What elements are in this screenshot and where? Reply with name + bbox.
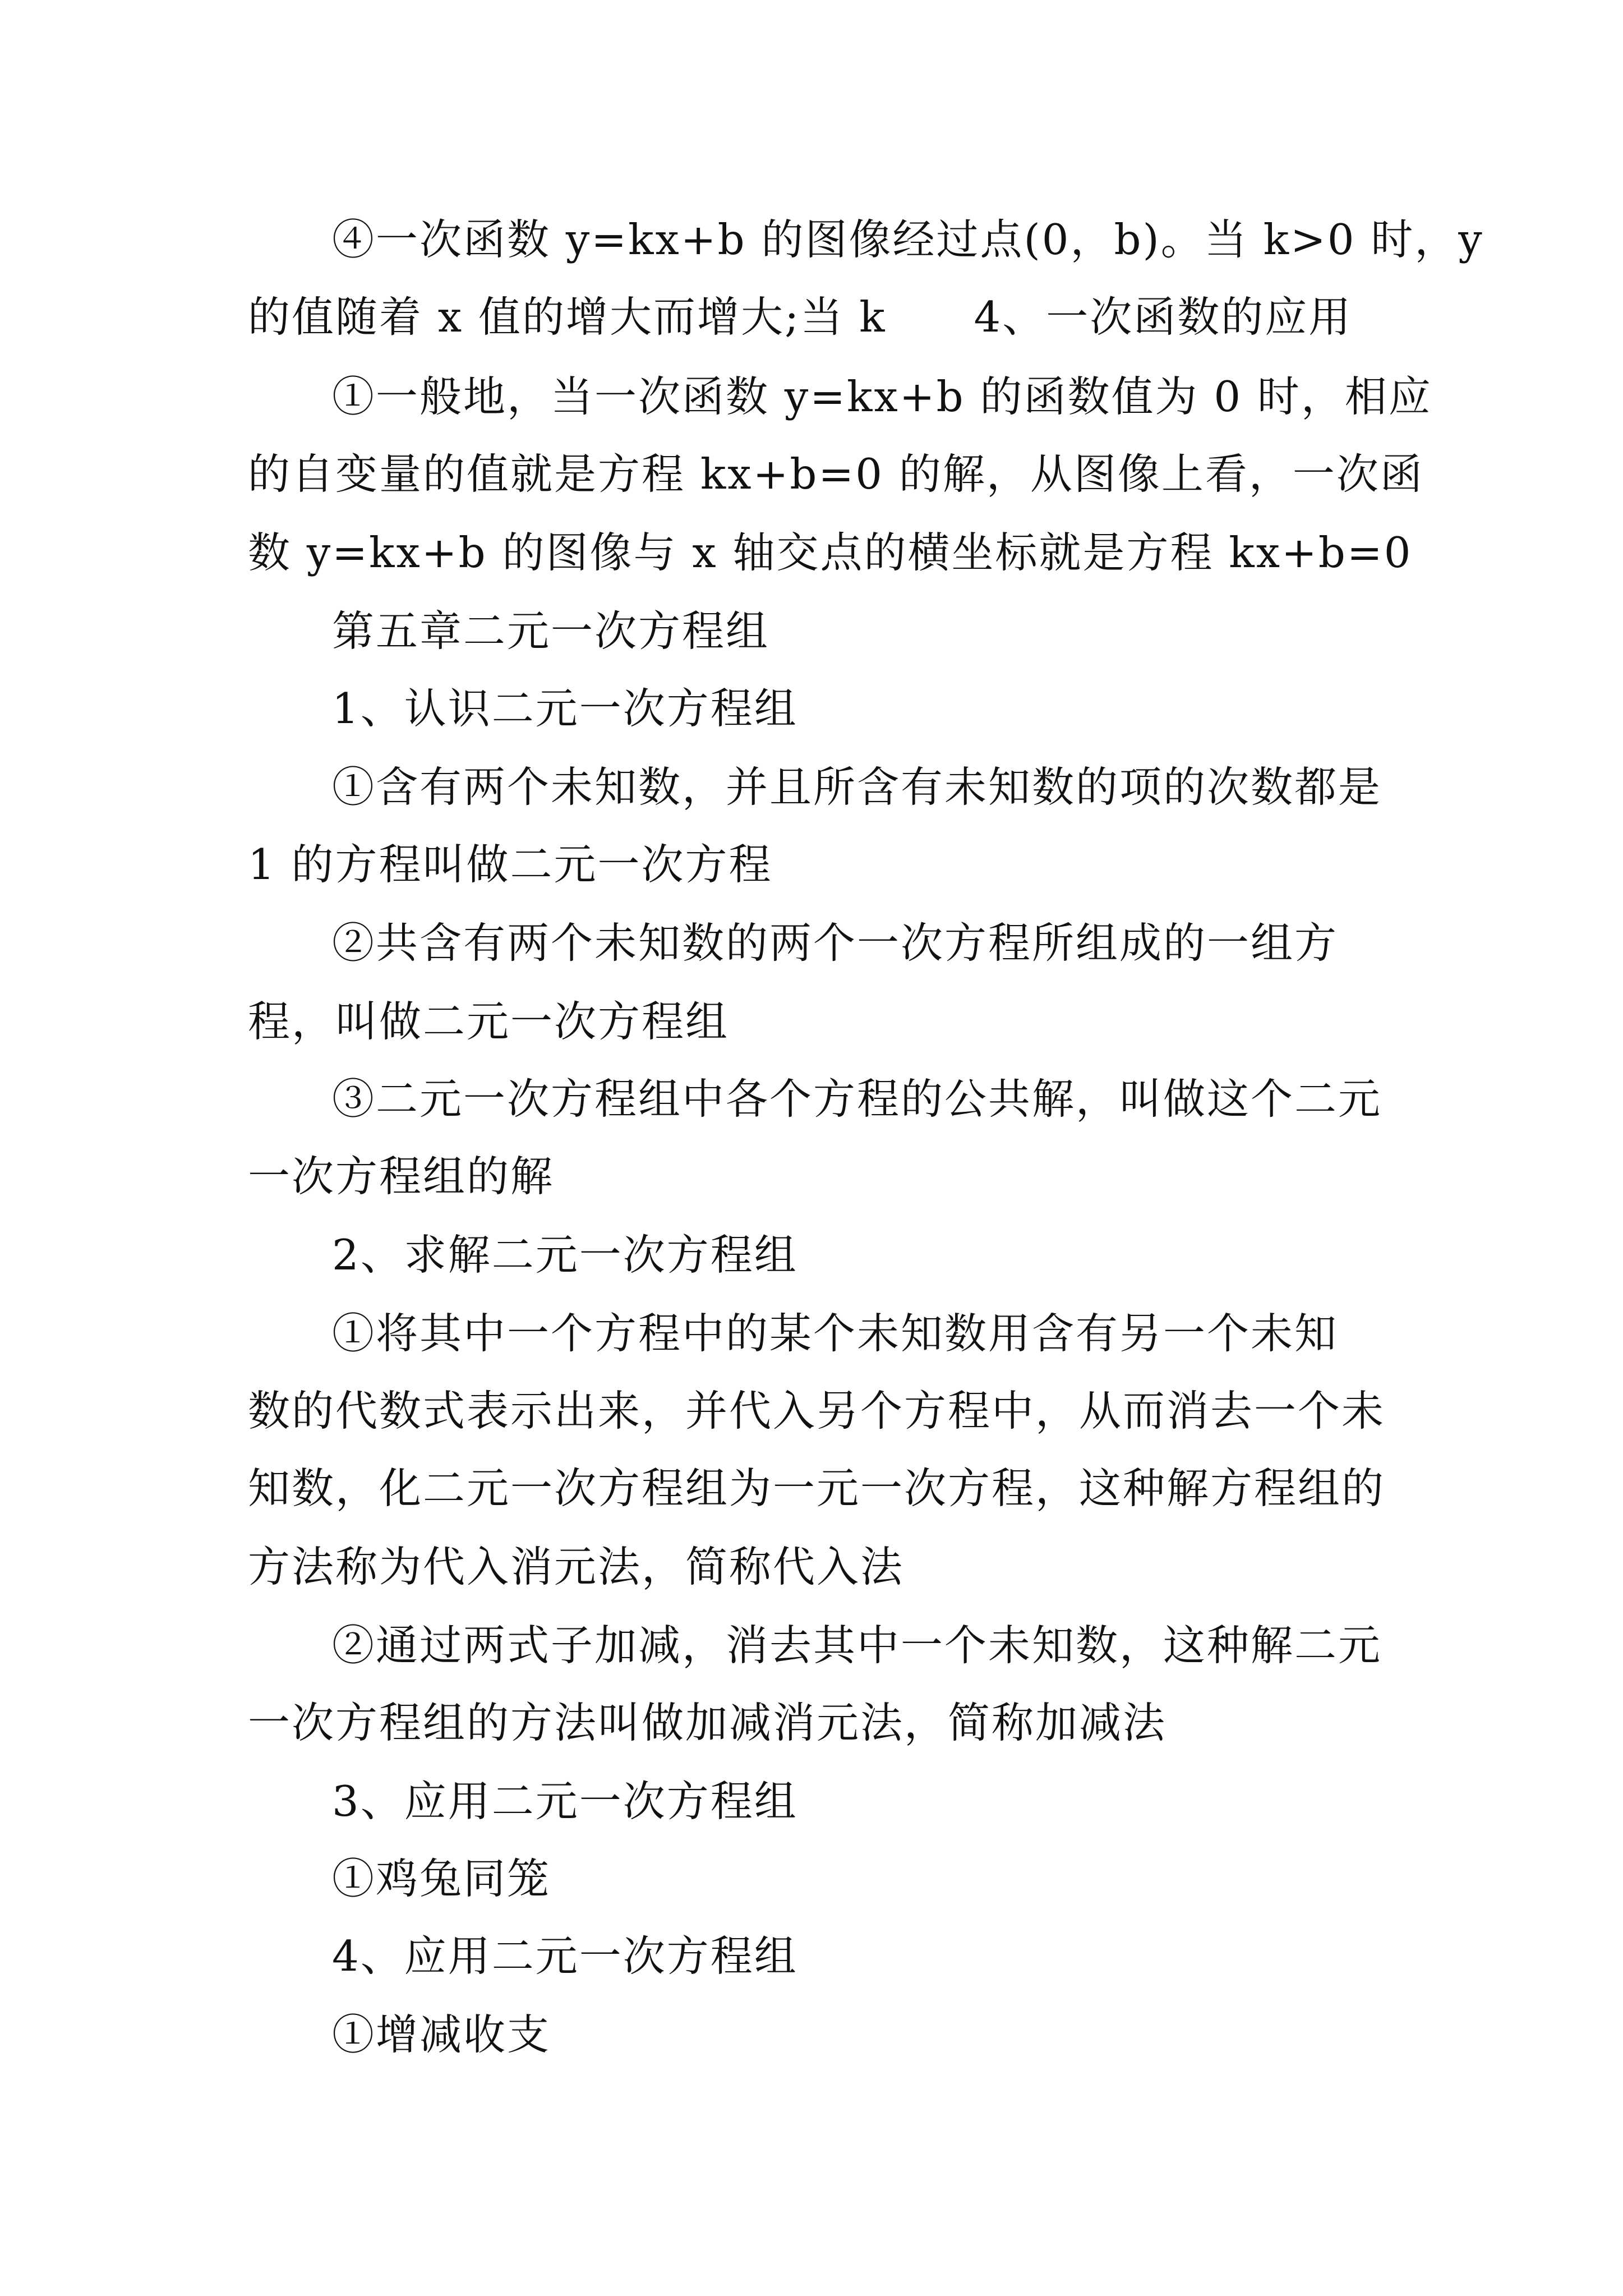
text-line-15: ①将其中一个方程中的某个未知数用含有另一个未知 <box>332 1309 1339 1358</box>
text-line-11: 程，叫做二元一次方程组 <box>248 997 730 1046</box>
chapter-heading: 第五章二元一次方程组 <box>332 606 770 656</box>
text-line-2: 的值随着 x 值的增大而增大;当 k 4、一次函数的应用 <box>248 292 1353 342</box>
text-line-1: ④一次函数 y=kx+b 的图像经过点(0，b)。当 k>0 时，y <box>332 215 1484 264</box>
text-line-19: ②通过两式子加减，消去其中一个未知数，这种解二元 <box>332 1621 1382 1670</box>
text-line-13: 一次方程组的解 <box>248 1152 555 1201</box>
text-line-16: 数的代数式表示出来，并代入另个方程中，从而消去一个未 <box>248 1386 1386 1435</box>
text-line-12: ③二元一次方程组中各个方程的公共解，叫做这个二元 <box>332 1074 1382 1124</box>
text-line-8: ①含有两个未知数，并且所含有未知数的项的次数都是 <box>332 762 1382 812</box>
text-line-9: 1 的方程叫做二元一次方程 <box>248 840 773 889</box>
text-line-10: ②共含有两个未知数的两个一次方程所组成的一组方 <box>332 918 1339 968</box>
text-line-18: 方法称为代入消元法，简称代入法 <box>248 1542 905 1591</box>
text-line-17: 知数，化二元一次方程组为一元一次方程，这种解方程组的 <box>248 1464 1386 1513</box>
text-line-3: ①一般地，当一次函数 y=kx+b 的函数值为 0 时，相应 <box>332 372 1432 421</box>
text-line-24: ①增减收支 <box>332 2010 551 2059</box>
section-heading-3: 3、应用二元一次方程组 <box>332 1777 798 1826</box>
text-line-20: 一次方程组的方法叫做加减消元法，简称加减法 <box>248 1698 1167 1747</box>
text-line-22: ①鸡兔同笼 <box>332 1854 551 1903</box>
section-heading-2: 2、求解二元一次方程组 <box>332 1230 798 1280</box>
section-heading-1: 1、认识二元一次方程组 <box>332 684 798 733</box>
text-line-4: 的自变量的值就是方程 kx+b=0 的解，从图像上看，一次函 <box>248 449 1424 499</box>
text-line-5: 数 y=kx+b 的图像与 x 轴交点的横坐标就是方程 kx+b=0 <box>248 528 1413 577</box>
section-heading-4: 4、应用二元一次方程组 <box>332 1931 798 1981</box>
